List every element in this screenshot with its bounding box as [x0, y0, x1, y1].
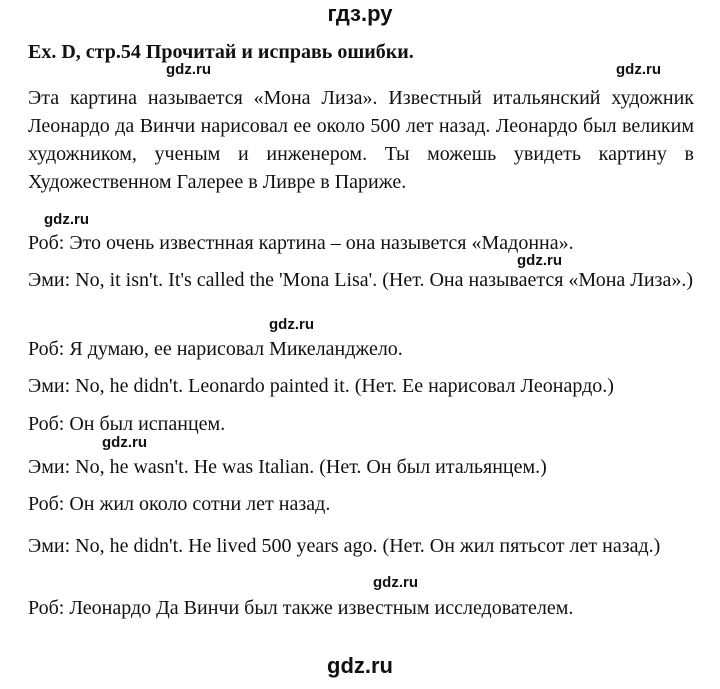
watermark: gdz.ru — [166, 61, 211, 78]
dialogue-line-5: Роб: Он был испанцем. — [28, 413, 226, 435]
dialogue-line-1: Роб: Это очень известнная картина – она назывется «Мадонна». — [28, 232, 574, 254]
site-header: гдз.ру — [327, 1, 393, 26]
dialogue-line-7: Роб: Он жил около сотни лет назад. — [28, 493, 331, 515]
watermark: gdz.ru — [517, 252, 562, 269]
intro-paragraph: Эта картина называется «Мона Лиза». Известный итальянский художник Леонардо да Винчи нарисовал ее около 500 лет назад. Леонардо был великим художником, ученым и инженером. Ты можешь увидеть картину в Художественном Галерее в Ливре в Париже. — [28, 87, 694, 193]
watermark: gdz.ru — [44, 211, 89, 228]
watermark: gdz.ru — [616, 61, 661, 78]
dialogue-line-6: Эми: No, he wasn't. He was Italian. (Нет. Он был итальянцем.) — [28, 456, 547, 478]
dialogue-line-4: Эми: No, he didn't. Leonardo painted it. (Нет. Ее нарисовал Леонардо.) — [28, 375, 614, 397]
dialogue-line-3: Роб: Я думаю, ее нарисовал Микеланджело. — [28, 338, 403, 360]
site-footer: gdz.ru — [327, 653, 393, 678]
exercise-title: Ex. D, стр.54 Прочитай и исправь ошибки. — [28, 41, 414, 63]
dialogue-line-9: Роб: Леонардо Да Винчи был также известным исследователем. — [28, 597, 574, 619]
dialogue-line-8: Эми: No, he didn't. He lived 500 years ago. (Нет. Он жил пятьсот лет назад.) — [28, 535, 661, 557]
watermark: gdz.ru — [373, 574, 418, 591]
dialogue-line-2: Эми: No, it isn't. It's called the 'Mona Lisa'. (Нет. Она называется «Мона Лиза».) — [28, 269, 693, 291]
watermark: gdz.ru — [269, 316, 314, 333]
watermark: gdz.ru — [102, 434, 147, 451]
